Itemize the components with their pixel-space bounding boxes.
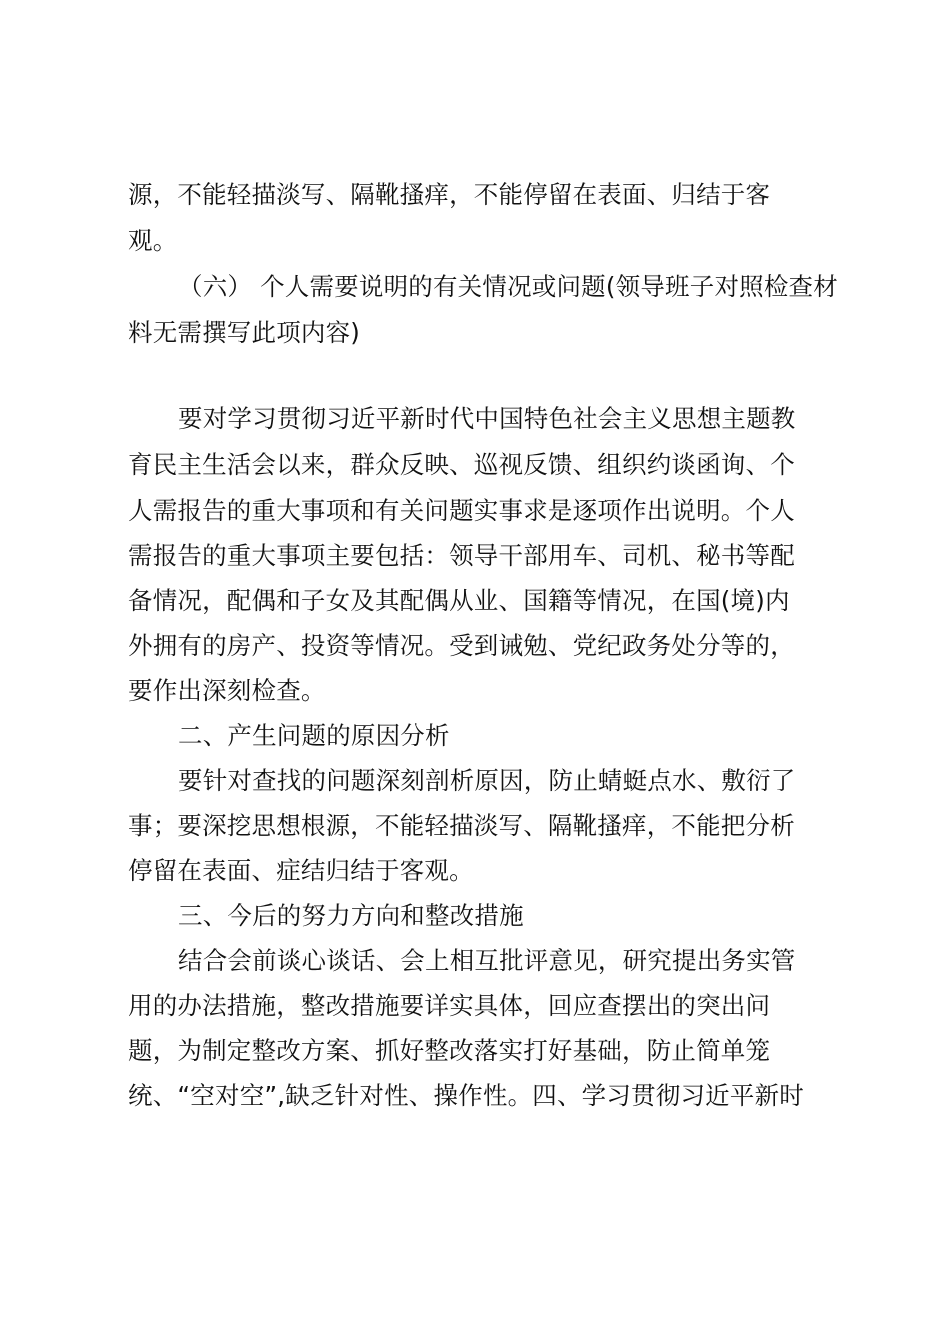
section-heading: 二、产生问题的原因分析: [178, 721, 450, 750]
section-heading: 三、今后的努力方向和整改措施: [178, 901, 524, 930]
paragraph-line: 事；要深挖思想根源，不能轻描淡写、隔靴搔痒，不能把分析: [128, 811, 795, 840]
paragraph-line: 需报告的重大事项主要包括：领导干部用车、司机、秘书等配: [128, 541, 795, 570]
paragraph-line: 备情况，配偶和子女及其配偶从业、国籍等情况，在国(境)内: [128, 586, 790, 615]
paragraph-line: 停留在表面、症结归结于客观。: [128, 856, 474, 885]
section-heading-line: 料无需撰写此项内容): [128, 318, 361, 347]
paragraph-line: 育民主生活会以来，群众反映、巡视反馈、组织约谈函询、个: [128, 450, 795, 479]
section-heading-line: （六） 个人需要说明的有关情况或问题(领导班子对照检查材: [178, 272, 838, 301]
paragraph-line: 题，为制定整改方案、抓好整改落实打好基础，防止简单笼: [128, 1036, 771, 1065]
paragraph-line: 要针对查找的问题深刻剖析原因，防止蜻蜓点水、敷衍了: [178, 766, 796, 795]
paragraph-line: 结合会前谈心谈话、会上相互批评意见，研究提出务实管: [178, 946, 796, 975]
paragraph-line: 用的办法措施，整改措施要详实具体，回应查摆出的突出问: [128, 991, 771, 1020]
paragraph-line: 外拥有的房产、投资等情况。受到诫勉、党纪政务处分等的，: [128, 631, 795, 660]
paragraph-line: 要作出深刻检查。: [128, 676, 326, 705]
paragraph-line: 统、“空对空”,缺乏针对性、操作性。四、学习贯彻习近平新时: [128, 1081, 804, 1110]
paragraph-line: 人需报告的重大事项和有关问题实事求是逐项作出说明。个人: [128, 496, 795, 525]
paragraph-line: 源，不能轻描淡写、隔靴搔痒，不能停留在表面、归结于客: [128, 180, 771, 209]
paragraph-line: 观。: [128, 226, 178, 255]
paragraph-line: 要对学习贯彻习近平新时代中国特色社会主义思想主题教: [178, 404, 796, 433]
